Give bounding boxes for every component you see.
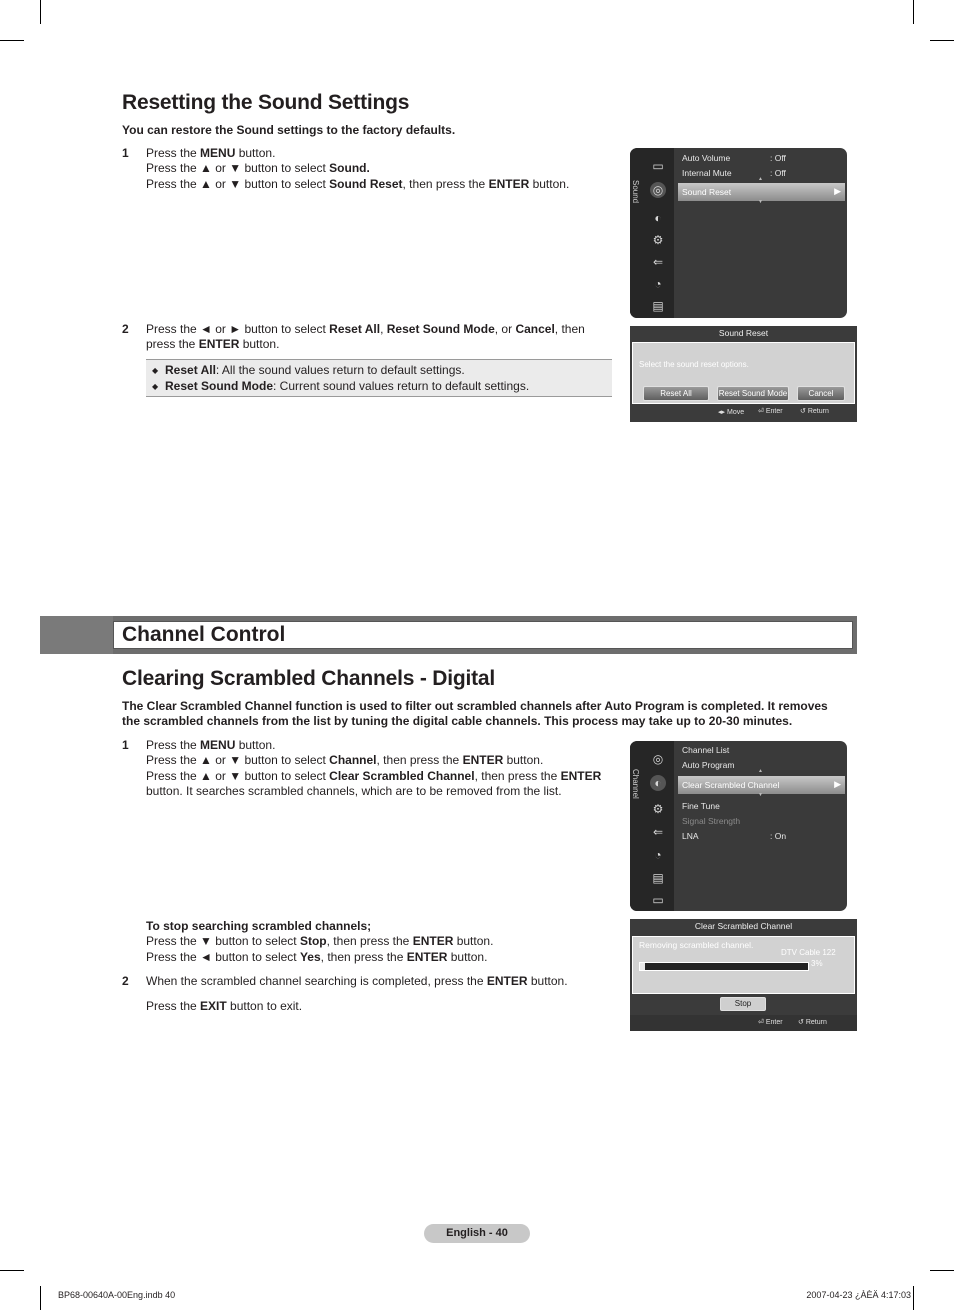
- section-title-sound-reset: Resetting the Sound Settings: [122, 91, 410, 114]
- dialog-title: Sound Reset: [718, 328, 769, 338]
- channel-menu-screen: [630, 741, 847, 911]
- menu-item-auto-volume[interactable]: Auto Volume : Off: [682, 153, 786, 163]
- step-number: 2: [122, 974, 129, 988]
- footer-enter: ⏎ Enter: [758, 408, 783, 415]
- note-box: [146, 359, 612, 397]
- sound-reset-dialog: [630, 326, 857, 422]
- scroll-down-icon: ▼: [758, 792, 763, 798]
- crop-mark: [913, 1286, 914, 1310]
- picture-icon: ▭: [652, 893, 664, 907]
- step-line: Press the ▲ or ▼ button to select Channel, then press the ENTER button.: [146, 753, 544, 768]
- step-line: Press the ▲ or ▼ button to select Sound.: [146, 161, 370, 176]
- progress-bar: [639, 962, 809, 971]
- step-number: 2: [122, 322, 129, 336]
- step-2: [122, 974, 612, 1018]
- application-icon: ◔: [654, 848, 662, 862]
- arrow-right-icon: ▶: [834, 186, 841, 196]
- step-line: When the scrambled channel searching is completed, press the ENTER button.: [146, 974, 568, 988]
- step-1: [122, 738, 612, 802]
- banner-strip: [40, 616, 113, 654]
- application-icon: ◔: [654, 277, 662, 291]
- dialog-message: Removing scrambled channel.: [639, 940, 754, 950]
- dialog-message: Select the sound reset options.: [639, 360, 749, 369]
- stop-heading: To stop searching scrambled channels;: [146, 919, 372, 933]
- step-line: Press the ◄ or ► button to select Reset All, Reset Sound Mode, or Cancel, then: [146, 322, 585, 336]
- step-line: Press the ▲ or ▼ button to select Clear Scrambled Channel, then press the ENTER: [146, 768, 602, 783]
- step-number: 1: [122, 146, 129, 160]
- menu-item-channel-list[interactable]: Channel List: [682, 745, 730, 755]
- progress-percent: 3%: [811, 959, 823, 968]
- step-line: Press the MENU button.: [146, 146, 276, 160]
- enter-icon: ⏎: [758, 408, 764, 415]
- menu-item-signal-strength: Signal Strength: [682, 816, 741, 826]
- menu-category-label: Sound: [631, 180, 640, 204]
- print-footer-left: BP68-00640A-00Eng.indb 40: [58, 1290, 176, 1300]
- crop-mark: [913, 0, 914, 24]
- return-icon: ↺: [798, 1019, 804, 1026]
- reset-sound-mode-button[interactable]: Reset Sound Mode: [717, 386, 789, 401]
- note-item: ◆ Reset Sound Mode: Current sound values return to default settings.: [152, 379, 530, 393]
- diamond-bullet-icon: ◆: [152, 382, 159, 391]
- note-item: ◆ Reset All: All the sound values return to default settings.: [152, 363, 465, 377]
- step-line: Press the ◄ button to select Yes, then press the ENTER button.: [146, 949, 488, 964]
- dialog-panel: [632, 936, 855, 994]
- stop-button[interactable]: Stop: [720, 997, 766, 1011]
- setup-gear-icon: ⚙: [652, 233, 664, 247]
- crop-mark: [40, 1286, 41, 1310]
- footer-move: ◂▸ Move: [718, 409, 745, 416]
- crop-mark: [930, 40, 954, 41]
- reset-all-button[interactable]: Reset All: [643, 386, 709, 401]
- scroll-up-icon: ▲: [758, 176, 763, 182]
- section-title-clear-scrambled: Clearing Scrambled Channels - Digital: [122, 667, 496, 690]
- menu-item-clear-scrambled-channel[interactable]: Clear Scrambled Channel ▶: [678, 776, 845, 794]
- channel-icon: ◐: [650, 775, 666, 791]
- step-line: Press the EXIT button to exit.: [146, 999, 303, 1014]
- step-line: Press the ▲ or ▼ button to select Sound Reset, then press the ENTER button.: [146, 176, 570, 191]
- move-arrows-icon: ◂▸: [718, 409, 726, 416]
- step-line: Press the ▼ button to select Stop, then press the ENTER button.: [146, 934, 494, 949]
- input-icon: ⇐: [652, 825, 664, 839]
- picture-icon: ▭: [652, 159, 664, 173]
- scroll-up-icon: ▲: [758, 768, 763, 774]
- step-line: press the ENTER button.: [146, 337, 280, 352]
- banner-inner: [113, 621, 853, 649]
- scroll-down-icon: ▼: [758, 199, 763, 205]
- menu-item-internal-mute[interactable]: Internal Mute : Off: [682, 168, 786, 178]
- print-footer-right: 2007-04-23 ¿ÀÈÄ 4:17:03: [806, 1290, 911, 1300]
- step-line: button. It searches scrambled channels, which are to be removed from the list.: [146, 783, 562, 798]
- menu-item-fine-tune[interactable]: Fine Tune: [682, 801, 720, 811]
- page-number-badge: English - 40: [424, 1224, 530, 1243]
- step-1: [122, 146, 602, 194]
- step-line: Press the MENU button.: [146, 738, 276, 752]
- sound-icon: ◎: [652, 752, 664, 766]
- clear-scrambled-dialog: [630, 919, 857, 1031]
- section-lead: The Clear Scrambled Channel function is used to filter out scrambled channels after Auto Program is completed. It removes the scrambled channels from the list by tuning the digital cable channels. This process may take up to 20-30 minutes.: [122, 699, 828, 728]
- setup-gear-icon: ⚙: [652, 802, 664, 816]
- crop-mark: [40, 0, 41, 24]
- arrow-right-icon: ▶: [834, 779, 841, 789]
- menu-category-label: Channel: [631, 769, 640, 799]
- chapter-banner: [40, 616, 857, 654]
- menu-item-auto-program[interactable]: Auto Program: [682, 760, 735, 770]
- input-icon: ⇐: [652, 255, 664, 269]
- section-lead: You can restore the Sound settings to the factory defaults.: [122, 123, 456, 137]
- channel-icon: ◐: [654, 211, 662, 225]
- stop-instructions: [146, 919, 606, 967]
- channel-name: DTV Cable 122: [781, 948, 836, 957]
- sound-icon: ◎: [650, 182, 666, 198]
- sound-menu-screen: [630, 148, 847, 318]
- footer-return: ↺ Return: [800, 408, 829, 415]
- enter-icon: ⏎: [758, 1019, 764, 1026]
- chapter-title: Channel Control: [122, 623, 286, 646]
- dialog-title: Clear Scrambled Channel: [694, 921, 793, 931]
- support-icon: ▤: [652, 299, 664, 313]
- diamond-bullet-icon: ◆: [152, 366, 159, 375]
- support-icon: ▤: [652, 871, 664, 885]
- cancel-button[interactable]: Cancel: [797, 386, 845, 401]
- crop-mark: [0, 1270, 24, 1271]
- step-number: 1: [122, 738, 129, 752]
- menu-item-lna[interactable]: LNA : On: [682, 831, 787, 841]
- menu-item-sound-reset[interactable]: Sound Reset ▶: [678, 183, 845, 201]
- crop-mark: [930, 1270, 954, 1271]
- step-2: [122, 322, 612, 354]
- dialog-panel: [632, 342, 855, 404]
- crop-mark: [0, 40, 24, 41]
- footer-enter: ⏎ Enter: [758, 1019, 783, 1026]
- footer-return: ↺ Return: [798, 1019, 827, 1026]
- return-icon: ↺: [800, 408, 806, 415]
- progress-fill: [640, 963, 645, 970]
